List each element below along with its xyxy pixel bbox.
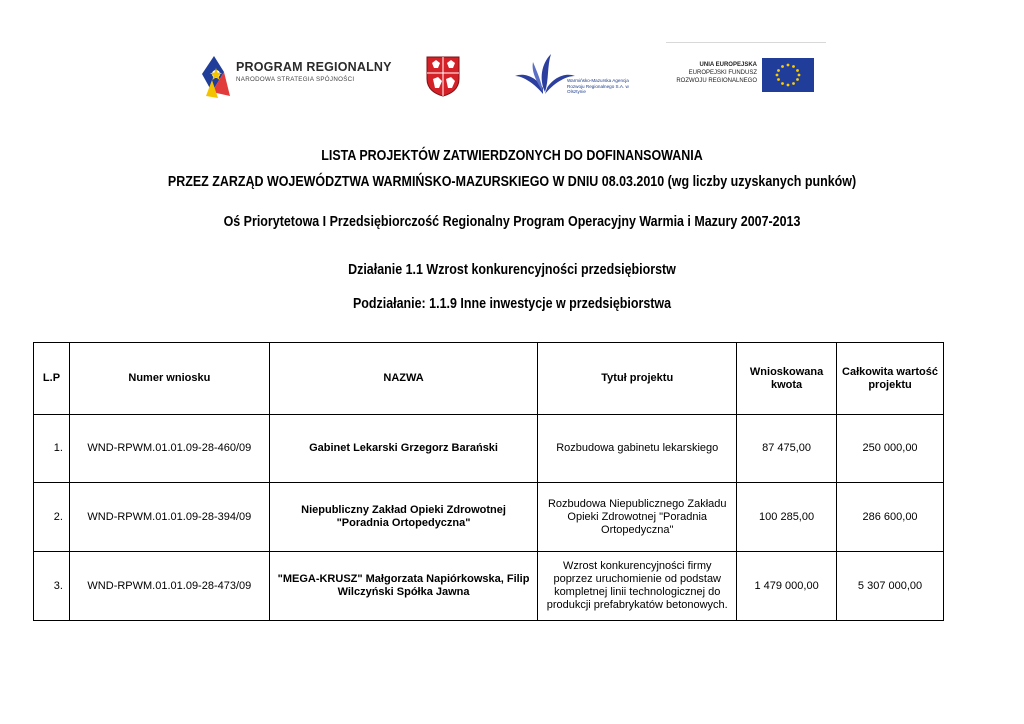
- eu-flag-icon: [762, 58, 814, 92]
- eu-text: [676, 61, 757, 85]
- header-lp: L.P: [34, 343, 70, 415]
- header-number: Numer wniosku: [69, 343, 269, 415]
- voivodeship-crest-logo: [425, 55, 461, 97]
- document-subtitle: PRZEZ ZARZĄD WOJEWÓDZTWA WARMIŃSKO-MAZURSKIEGO W DNIU 08.03.2010 (wg liczby uzyskanych punków): [167, 174, 857, 190]
- table-header-row: [34, 343, 944, 415]
- coat-of-arms-icon: [425, 55, 461, 97]
- table-row: [34, 483, 944, 552]
- cell-requested: 100 285,00: [737, 483, 837, 552]
- header-total: Całkowita wartość projektu: [837, 343, 944, 415]
- header-title: Tytuł projektu: [538, 343, 737, 415]
- eu-line-2: EUROPEJSKI FUNDUSZ: [688, 70, 757, 76]
- program-regionalny-emblem-icon: [200, 52, 234, 100]
- eu-logo: [672, 56, 817, 96]
- priority-axis-heading: Oś Priorytetowa I Przedsiębiorczość Regionalny Program Operacyjny Warmia i Mazury 2007-2013: [223, 214, 801, 230]
- cell-number: WND-RPWM.01.01.09-28-394/09: [69, 483, 269, 552]
- eu-line-3: ROZWOJU REGIONALNEGO: [676, 78, 757, 84]
- cell-name: Niepubliczny Zakład Opieki Zdrowotnej "Poradnia Ortopedyczna": [269, 483, 538, 552]
- header-name: NAZWA: [269, 343, 538, 415]
- logo-band: [0, 40, 1024, 110]
- cell-number: WND-RPWM.01.01.09-28-473/09: [69, 552, 269, 621]
- cell-lp: 1.: [34, 415, 70, 483]
- cell-title: Wzrost konkurencyjności firmy poprzez uruchomienie od podstaw kompletnej linii technologicznej do produkcji prefabrykatów betonowych.: [538, 552, 737, 621]
- header-requested: Wnioskowana kwota: [737, 343, 837, 415]
- cell-lp: 2.: [34, 483, 70, 552]
- program-regionalny-logo: [200, 52, 392, 100]
- program-regionalny-subtitle: NARODOWA STRATEGIA SPÓJNOŚCI: [236, 76, 355, 83]
- cell-requested: 87 475,00: [737, 415, 837, 483]
- projects-table: [33, 342, 944, 621]
- cell-total: 5 307 000,00: [837, 552, 944, 621]
- subaction-heading: Podziałanie: 1.1.9 Inne inwestycje w przedsiębiorstwa: [352, 296, 672, 312]
- cell-total: 286 600,00: [837, 483, 944, 552]
- cell-name: Gabinet Lekarski Grzegorz Barański: [269, 415, 538, 483]
- cell-lp: 3.: [34, 552, 70, 621]
- eu-line-1: UNIA EUROPEJSKA: [699, 62, 757, 68]
- cell-total: 250 000,00: [837, 415, 944, 483]
- program-regionalny-title: PROGRAM REGIONALNY: [236, 60, 392, 74]
- table-row: [34, 552, 944, 621]
- action-heading: Działanie 1.1 Wzrost konkurencyjności przedsiębiorstw: [348, 262, 676, 278]
- table-row: [34, 415, 944, 483]
- document-title: LISTA PROJEKTÓW ZATWIERDZONYCH DO DOFINANSOWANIA: [321, 148, 703, 164]
- cell-name: "MEGA-KRUSZ" Małgorzata Napiórkowska, Filip Wilczyński Spółka Jawna: [269, 552, 538, 621]
- agency-emblem-icon: [515, 54, 575, 98]
- cell-title: Rozbudowa Niepublicznego Zakładu Opieki Zdrowotnej "Poradnia Ortopedyczna": [538, 483, 737, 552]
- cell-number: WND-RPWM.01.01.09-28-460/09: [69, 415, 269, 483]
- agency-name: Warmińsko-Mazurska Agencja Rozwoju Regionalnego S.A. w Olsztynie: [567, 78, 629, 95]
- cell-title: Rozbudowa gabinetu lekarskiego: [538, 415, 737, 483]
- agency-logo: [515, 52, 645, 100]
- cell-requested: 1 479 000,00: [737, 552, 837, 621]
